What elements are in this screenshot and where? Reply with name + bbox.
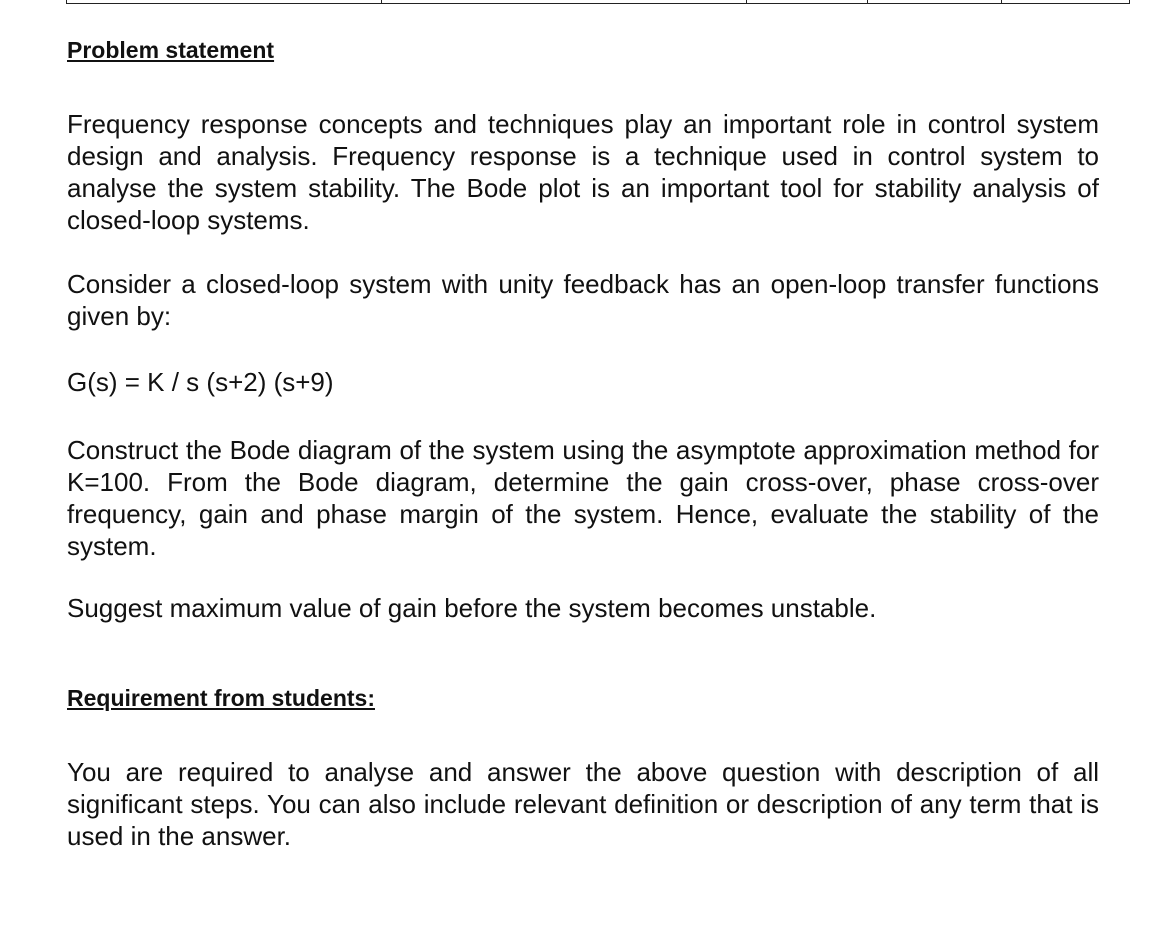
task-paragraph: Construct the Bode diagram of the system using the asymptote approximation method for K=100. From the Bode diagram, determine the gain cross-over, phase cross-over frequency, gain and phase margin of the system. Hence, evaluate the stability of the system.	[67, 435, 1099, 561]
table-column-divider	[867, 0, 868, 4]
problem-statement-heading: Problem statement	[67, 37, 275, 63]
requirement-paragraph: You are required to analyse and answer the above question with description of all significant steps. You can also include relevant definition or description of any term that is used in the answer.	[67, 757, 1099, 851]
system-description-paragraph: Consider a closed-loop system with unity feedback has an open-loop transfer functions given by:	[67, 269, 1099, 331]
table-column-divider	[746, 0, 747, 4]
requirement-heading: Requirement from students:	[67, 685, 375, 711]
intro-paragraph: Frequency response concepts and techniques play an important role in control system design and analysis. Frequency response is a technique used in control system to analyse the system stability. The Bode plot is an important tool for stability analysis of closed-loop systems.	[67, 109, 1099, 235]
document-body	[67, 34, 1099, 852]
transfer-function: G(s) = K / s (s+2) (s+9)	[67, 367, 334, 397]
table-bottom-edge	[66, 0, 1130, 4]
gain-suggestion-paragraph: Suggest maximum value of gain before the system becomes unstable.	[67, 593, 877, 623]
table-column-divider	[1001, 0, 1002, 4]
table-column-divider	[381, 0, 382, 4]
